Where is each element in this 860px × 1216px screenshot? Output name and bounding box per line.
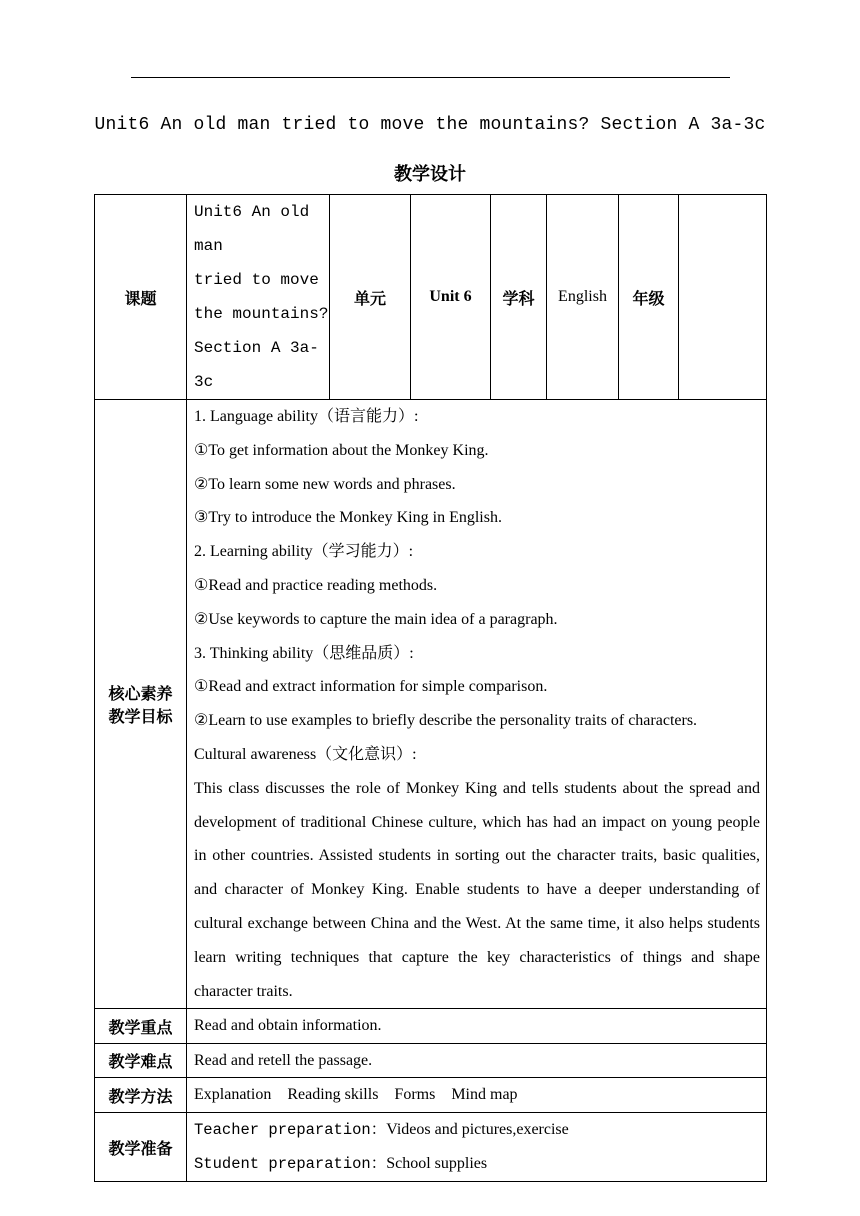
key-points-row — [95, 1009, 767, 1044]
topic-line: the mountains? — [194, 305, 329, 323]
teacher-preparation-value: Videos and pictures,exercise — [386, 1121, 569, 1139]
method-item: Forms — [394, 1086, 436, 1104]
difficulties-value: Read and retell the passage. — [187, 1044, 767, 1078]
info-row — [95, 195, 767, 400]
key-points-value: Read and obtain information. — [187, 1009, 767, 1044]
objective-line: 1. Language ability（语言能力）: — [194, 408, 419, 425]
header-rule — [131, 77, 730, 78]
key-points-label: 教学重点 — [95, 1009, 187, 1044]
objective-line: ③Try to introduce the Monkey King in English. — [194, 509, 502, 527]
grade-label: 年级 — [619, 195, 679, 400]
objective-line: 3. Thinking ability（思维品质）: — [194, 644, 414, 662]
objective-line: ①Read and extract information for simple comparison. — [194, 678, 548, 696]
objectives-row — [95, 400, 767, 1009]
preparation-label: 教学准备 — [95, 1113, 187, 1182]
teacher-preparation — [194, 1113, 766, 1147]
objective-line: ②Learn to use examples to briefly describe the personality traits of characters. — [194, 712, 698, 730]
objective-line: ②Use keywords to capture the main idea of a paragraph. — [194, 610, 558, 628]
method-item: Explanation — [194, 1086, 272, 1104]
objective-line: ①To get information about the Monkey King. — [194, 441, 489, 459]
method-item: Reading skills — [287, 1086, 379, 1104]
difficulties-row — [95, 1044, 767, 1078]
student-preparation-value: School supplies — [386, 1155, 488, 1173]
student-preparation — [194, 1147, 766, 1181]
methods-value — [187, 1078, 767, 1113]
objectives-label-line: 教学目标 — [108, 707, 173, 727]
subject-label: 学科 — [491, 195, 547, 400]
cultural-paragraph: This class discusses the role of Monkey King and tells students about the spread and development of traditional Chinese culture, which has had an impact on young people in other countries. Assisted students in sorting out the character traits, basic qualities, and character of Monkey King. Enable students to have a deeper understanding of cultural exchange between China and the West. At the same time, it also helps students learn writing techniques that capture the key characteristics of things and shape character traits. — [194, 779, 760, 1000]
student-preparation-label: Student preparation： — [194, 1155, 387, 1174]
method-item: Mind map — [451, 1086, 518, 1104]
topic-label: 课题 — [95, 195, 187, 400]
unit-value: Unit 6 — [411, 195, 491, 400]
preparation-row — [95, 1113, 767, 1182]
objectives-label — [95, 400, 187, 1009]
preparation-value — [187, 1113, 767, 1182]
methods-row — [95, 1078, 767, 1113]
grade-value — [679, 195, 767, 400]
lesson-plan-table — [94, 194, 767, 1182]
methods-label: 教学方法 — [95, 1078, 187, 1113]
teacher-preparation-label: Teacher preparation： — [194, 1121, 387, 1140]
document-subtitle: 教学设计 — [394, 164, 466, 185]
objectives-content — [187, 400, 767, 1009]
topic-line: Section A 3a-3c — [194, 339, 319, 391]
topic-value — [187, 195, 330, 400]
topic-line: Unit6 An old man — [194, 203, 310, 255]
objective-line: Cultural awareness（文化意识）: — [194, 745, 417, 763]
document-title: Unit6 An old man tried to move the mountains? Section A 3a-3c — [94, 115, 766, 135]
objectives-label-line: 核心素养 — [108, 684, 173, 704]
subject-value: English — [547, 195, 619, 400]
objective-line: 2. Learning ability（学习能力）: — [194, 543, 414, 561]
objective-line: ①Read and practice reading methods. — [194, 576, 438, 594]
unit-label: 单元 — [330, 195, 411, 400]
objective-line: ②To learn some new words and phrases. — [194, 475, 456, 493]
difficulties-label: 教学难点 — [95, 1044, 187, 1078]
topic-line: tried to move — [194, 271, 319, 289]
